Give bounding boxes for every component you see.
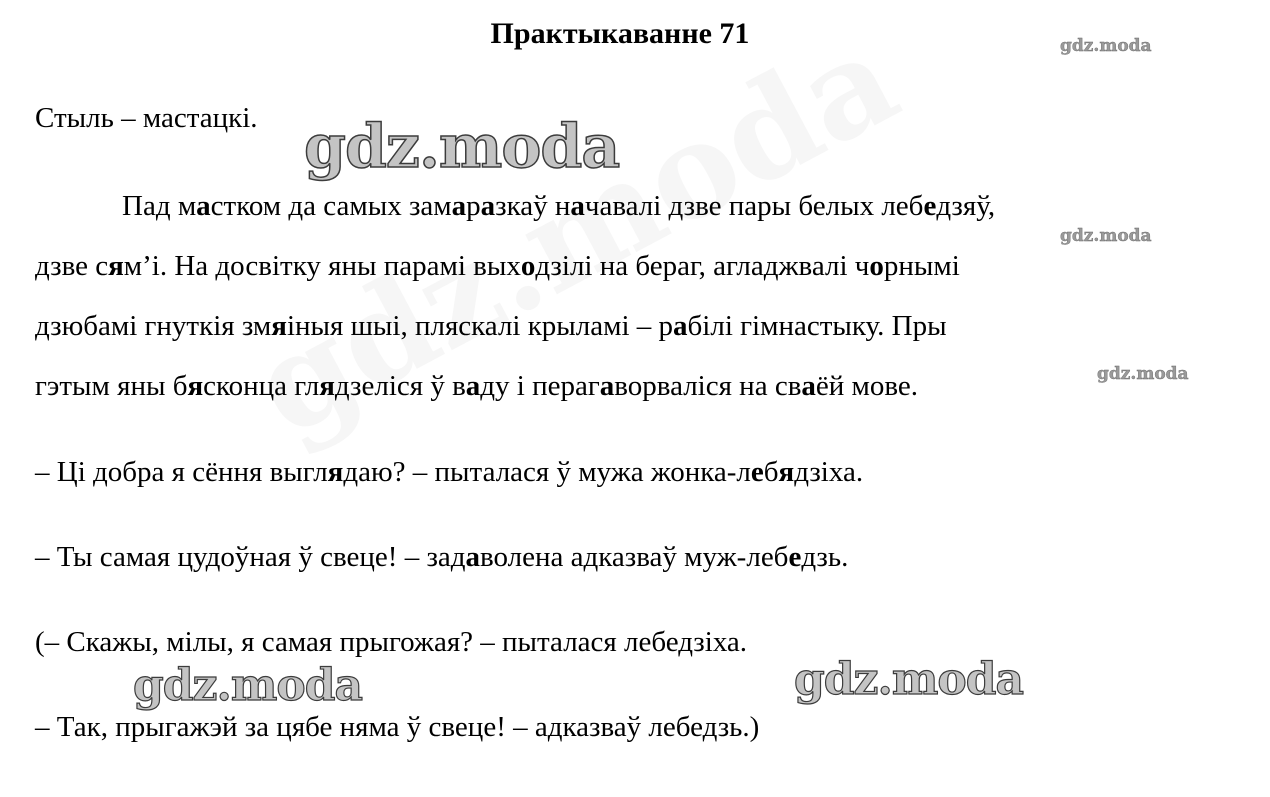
text-run: гэтым яны б <box>35 370 188 402</box>
stressed-letter: а <box>801 370 816 402</box>
page-title: Практыкаванне 71 <box>490 17 750 50</box>
dialogue-line-4 <box>35 707 759 747</box>
text-run: рнымі <box>883 250 960 282</box>
text-run: дзіха. <box>794 456 864 488</box>
stressed-letter: о <box>869 250 884 282</box>
text-run: ду і пераг <box>480 370 600 402</box>
dialogue-line-3 <box>35 622 747 662</box>
stressed-letter: а <box>570 190 585 222</box>
text-run: ворваліся на св <box>614 370 802 402</box>
paragraph-line-1 <box>122 186 995 226</box>
watermark-top-right: gdz.moda <box>1060 36 1152 56</box>
text-run: м’і. На досвітку яны парамі вых <box>123 250 521 282</box>
text-run: чавалі дзве пары белых леб <box>584 190 924 222</box>
text-run: – Ці добра я сёння выгл <box>35 456 328 488</box>
stressed-letter: е <box>750 456 764 488</box>
paragraph-line-3 <box>35 306 947 346</box>
text-run: дзяў, <box>936 190 996 222</box>
text-run: дзюбамі гнуткія зм <box>35 310 272 342</box>
text-run: – Ты самая цудоўная ў свеце! – зад <box>35 541 466 573</box>
paragraph-line-4 <box>35 366 918 406</box>
paragraph-line-2 <box>35 246 960 286</box>
text-run: р <box>466 190 481 222</box>
dialogue-line-2 <box>35 537 848 577</box>
text-run: дзве с <box>35 250 109 282</box>
text-run: (– Скажы, мілы, я самая прыгожая? – пыталася лебедзіха. <box>35 626 748 658</box>
stressed-letter: а <box>480 190 496 222</box>
stressed-letter: а <box>451 190 467 222</box>
stressed-letter: а <box>599 370 615 402</box>
text-run: зкаў н <box>495 190 571 222</box>
text-run: стком да самых зам <box>210 190 452 222</box>
text-run: сконца гл <box>203 370 320 402</box>
text-run: б <box>763 456 779 488</box>
text-run: волена адказваў муж-леб <box>480 541 789 573</box>
stressed-letter: я <box>327 456 344 488</box>
style-line: Стыль – мастацкі. <box>35 102 258 134</box>
text-run: ёй мове. <box>815 370 919 402</box>
stressed-letter: я <box>778 456 795 488</box>
text-run: білі гімнастыку. Пры <box>687 310 947 342</box>
text-run: іныя шыі, пляскалі крыламі – р <box>286 310 674 342</box>
text-run: дзілі на бераг, агладжвалі ч <box>535 250 870 282</box>
stressed-letter: о <box>520 250 536 282</box>
text-run: – Так, прыгажэй за цябе няма ў свеце! – адказваў лебедзь.) <box>35 711 760 743</box>
dialogue-line-1 <box>35 452 863 492</box>
text-run: даю? – пыталася ў мужа жонка-л <box>343 456 751 488</box>
stressed-letter: е <box>788 541 802 573</box>
stressed-letter: я <box>108 250 124 282</box>
stressed-letter: а <box>465 541 481 573</box>
watermark-bottom-left: gdz.moda <box>133 660 363 711</box>
watermark-bottom-right: gdz.moda <box>794 654 1024 705</box>
stressed-letter: я <box>271 310 287 342</box>
stressed-letter: я <box>319 370 335 402</box>
stressed-letter: е <box>923 190 937 222</box>
text-run: дзеліся ў в <box>334 370 466 402</box>
watermark-small-right: gdz.moda <box>1060 226 1152 246</box>
text-run: дзь. <box>801 541 849 573</box>
watermark-small-right-2: gdz.moda <box>1097 364 1189 384</box>
watermark-large: gdz.moda <box>304 112 620 182</box>
stressed-letter: а <box>196 190 211 222</box>
stressed-letter: я <box>187 370 204 402</box>
stressed-letter: а <box>673 310 688 342</box>
text-run: Пад м <box>122 190 197 222</box>
stressed-letter: а <box>465 370 481 402</box>
